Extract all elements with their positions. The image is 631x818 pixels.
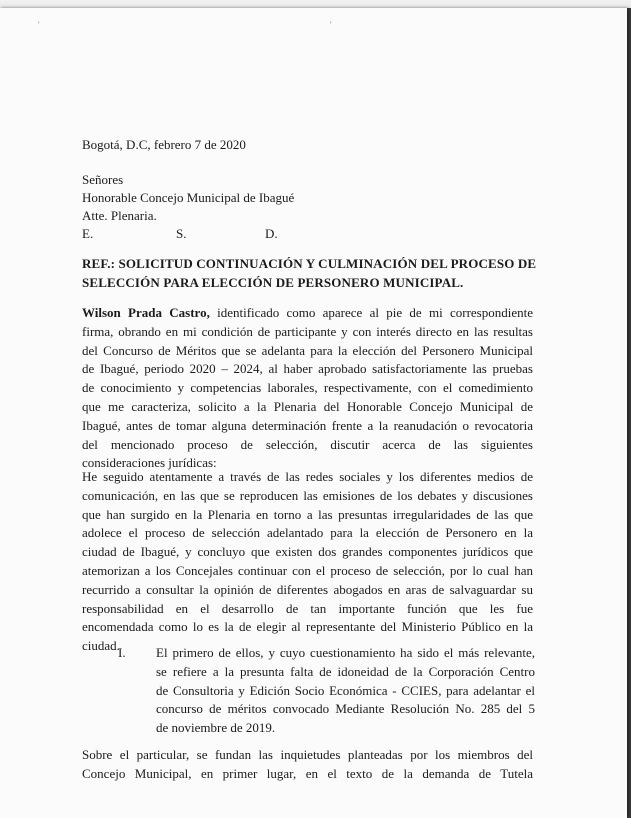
reference-heading: REF.: SOLICITUD CONTINUACIÓN Y CULMINACIÓN DEL PROCESO DE SELECCIÓN PARA ELECCIÓN DE PERSONERO MUNICIPAL. <box>82 256 537 290</box>
esd-d: D. <box>265 226 278 241</box>
paragraph-1: Wilson Prada Castro, identificado como aparece al pie de mi correspondiente firma, obrando en mi condición de participante y con interés directo en las resultas del Concurso de Méritos que se adelanta para la elección del Personero Municipal de Ibagué, periodo 2020 – 2024, al haber aprobado satisfactoriamente las pruebas de conocimiento y competencias laborales, respectivamente, con el comedimiento que me caracteriza, solicito a la Plenaria del Honorable Concejo Municipal de Ibagué, antes de tomar alguna determinación frente a la reanudación o revocatoria del mencionado proceso de selección, discutir acerca de las siguientes consideraciones jurídicas: <box>82 305 533 471</box>
paragraph-2: He seguido atentamente a través de las redes sociales y los diferentes medios de comunicación, en las que se reproducen las emisiones de los debates y discusiones que han surgido en la Plenaria en torno a las presuntas irregularidades de las que adolece el proceso de selección adelantado para la elección de Personero en la ciudad de Ibagué, y concluyo que existen dos grandes componentes jurídicos que atemorizan a los Concejales continuar con el proceso de selección, por lo cual han recurrido a consultar la opinión de diferentes abogados en aras de salvaguardar su responsabilidad en el desarrollo de tan importante función que les fue encomendada como lo es la de elegir al representante del Ministerio Público en la ciudad. <box>82 469 533 654</box>
list-numeral: I. <box>118 645 126 660</box>
document-page <box>0 8 627 818</box>
author-name: Wilson Prada Castro, <box>82 305 210 320</box>
esd-s: S. <box>176 226 187 241</box>
date-line: Bogotá, D.C, febrero 7 de 2020 <box>82 137 246 152</box>
salutation: Señores <box>82 172 124 187</box>
recipient-attention: Atte. Plenaria. <box>82 208 157 223</box>
scan-mark-center: ' <box>330 20 332 30</box>
recipient-name: Honorable Concejo Municipal de Ibagué <box>82 190 295 205</box>
scan-mark-left: ' <box>38 20 40 30</box>
esd-e: E. <box>82 226 94 241</box>
viewer-top-strip <box>0 0 631 8</box>
paragraph-3: Sobre el particular, se fundan las inquietudes planteadas por los miembros del Concejo Municipal, en primer lugar, en el texto de la demanda de Tutela <box>82 747 533 781</box>
list-item-1: El primero de ellos, y cuyo cuestionamiento ha sido el más relevante, se refiere a la presunta falta de idoneidad de la Corporación Centro de Consultoria y Edición Socio Económica - CCIES, para adelantar el concurso de méritos convocado Mediante Resolución No. 285 del 5 de noviembre de 2019. <box>156 645 535 736</box>
